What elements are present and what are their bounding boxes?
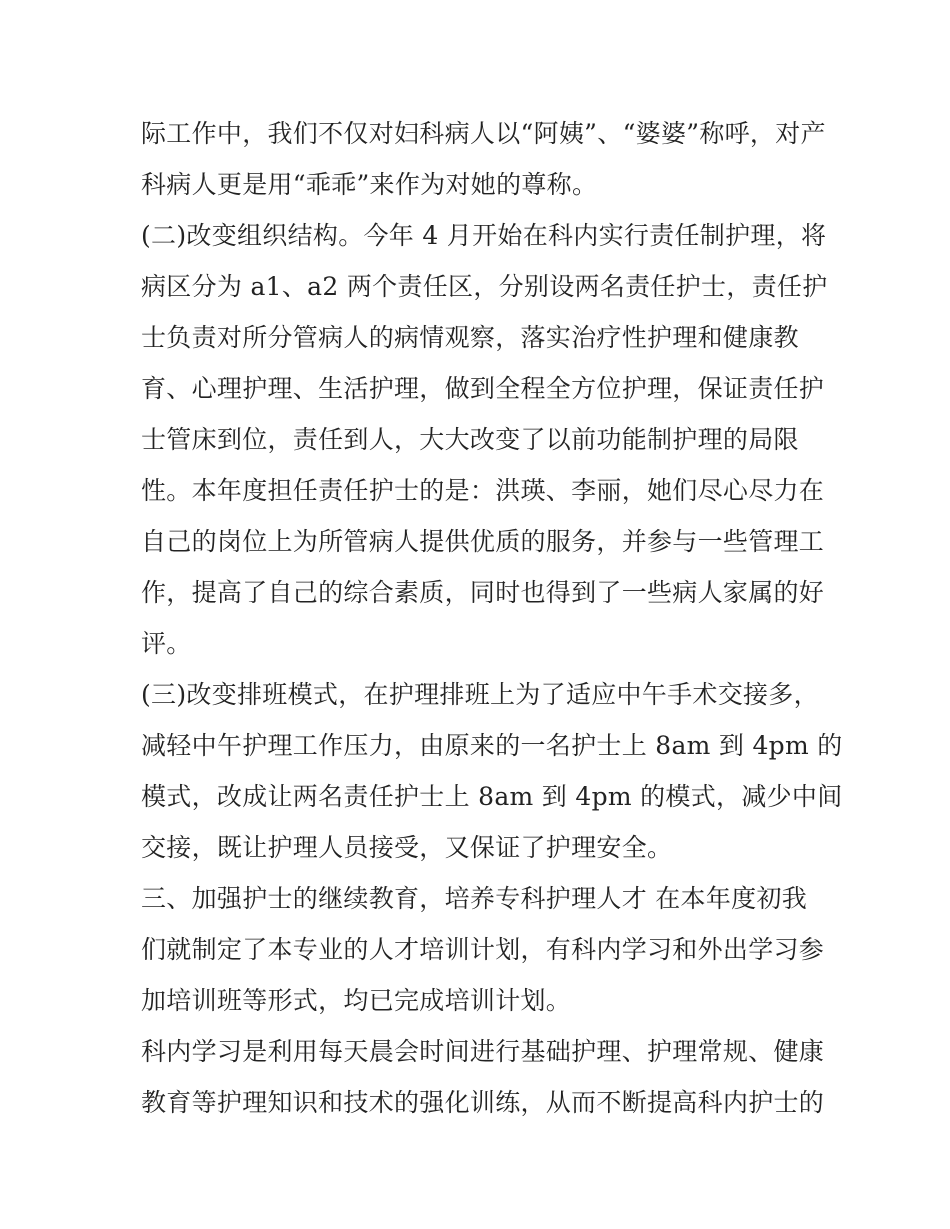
text-line: 病区分为 a1、a2 两个责任区，分别设两名责任护士，责任护 — [141, 272, 828, 301]
text-line: 自己的岗位上为所管病人提供优质的服务，并参与一些管理工 — [141, 527, 825, 556]
text-line: 教育等护理知识和技术的强化训练，从而不断提高科内护士的 — [141, 1088, 825, 1117]
text-line: 科内学习是利用每天晨会时间进行基础护理、护理常规、健康 — [141, 1037, 825, 1066]
text-line: 评。 — [141, 629, 192, 658]
document-body — [141, 108, 843, 1128]
text-line: 作，提高了自己的综合素质，同时也得到了一些病人家属的好 — [141, 578, 825, 607]
text-line: 育、心理护理、生活护理，做到全程全方位护理，保证责任护 — [141, 374, 825, 403]
text-line: 减轻中午护理工作压力，由原来的一名护士上 8am 到 4pm 的 — [141, 731, 843, 760]
text-line: 科病人更是用“乖乖”来作为对她的尊称。 — [141, 170, 598, 199]
text-line: 际工作中，我们不仅对妇科病人以“阿姨”、“婆婆”称呼，对产 — [141, 119, 826, 148]
text-line: (二)改变组织结构。今年 4 月开始在科内实行责任制护理，将 — [141, 221, 827, 250]
text-line: 们就制定了本专业的人才培训计划，有科内学习和外出学习参 — [141, 935, 825, 964]
text-line: 三、加强护士的继续教育，培养专科护理人才 在本年度初我 — [141, 884, 808, 913]
text-line: 模式，改成让两名责任护士上 8am 到 4pm 的模式，减少中间 — [141, 782, 843, 811]
text-line: 加培训班等形式，均已完成培训计划。 — [141, 986, 572, 1015]
text-line: 交接，既让护理人员接受，又保证了护理安全。 — [141, 833, 673, 862]
text-line: 士负责对所分管病人的病情观察，落实治疗性护理和健康教 — [141, 323, 799, 352]
text-line: (三)改变排班模式，在护理排班上为了适应中午手术交接多， — [141, 680, 819, 709]
text-line: 士管床到位，责任到人，大大改变了以前功能制护理的局限 — [141, 425, 799, 454]
text-line: 性。本年度担任责任护士的是：洪瑛、李丽，她们尽心尽力在 — [141, 476, 825, 505]
